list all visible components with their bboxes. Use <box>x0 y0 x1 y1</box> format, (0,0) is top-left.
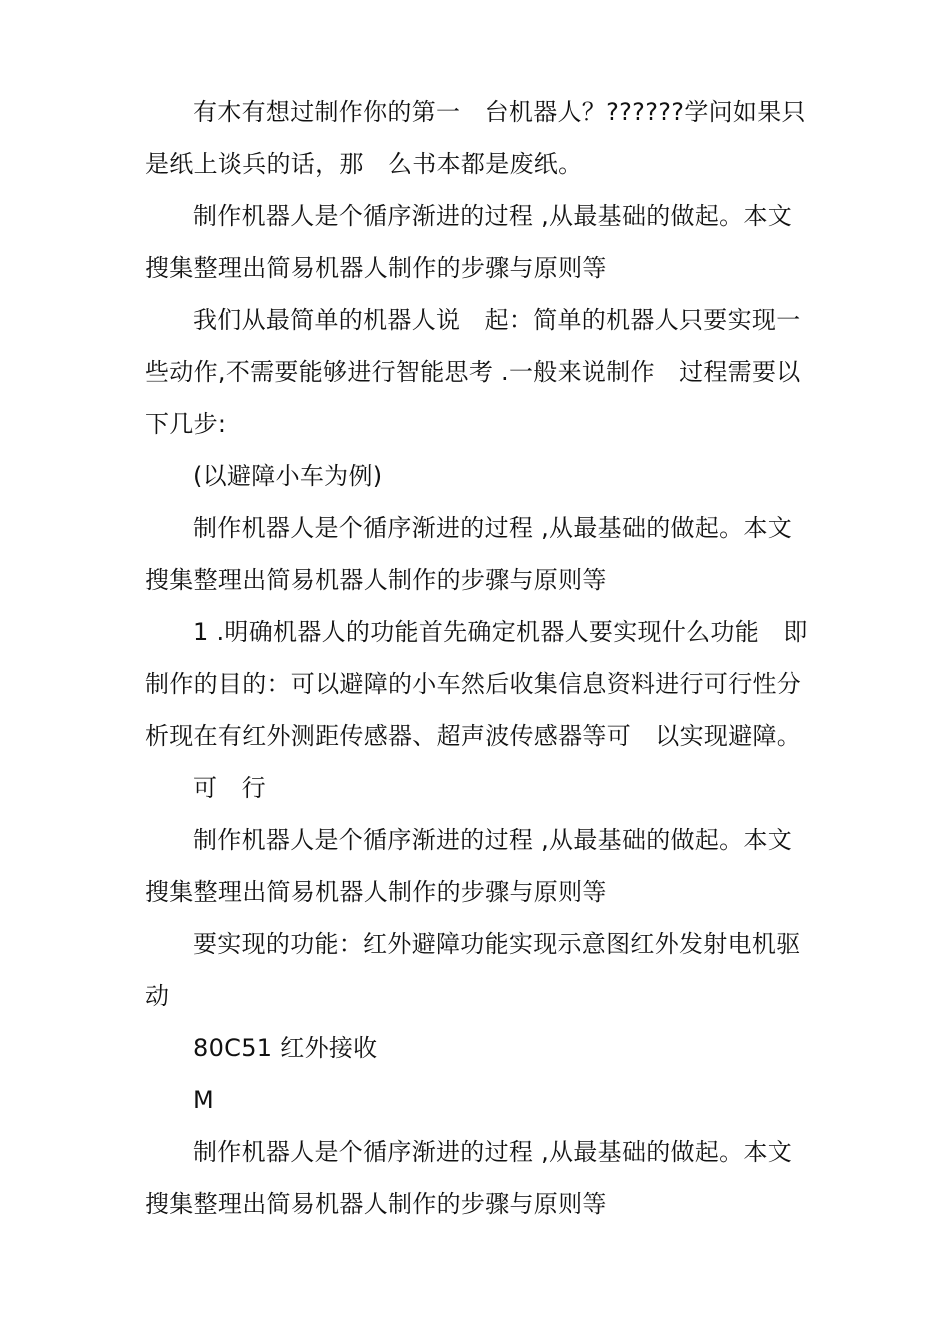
paragraph-simple-robot: 我们从最简单的机器人说 起：简单的机器人只要实现一些动作,不需要能够进行智能思考 .一般来说制作 过程需要以下几步: <box>145 306 801 438</box>
paragraph-step-1: 1 .明确机器人的功能首先确定机器人要实现什么功能 即制作的目的：可以避障的小车然后收集信息资料进行可行性分析现在有红外测距传感器、超声波传感器等可 以实现避障。 <box>145 618 808 750</box>
paragraph-intro: 有木有想过制作你的第一 台机器人？??????学问如果只是纸上谈兵的话，那 么书本都是废纸。 <box>145 98 806 178</box>
paragraph-feasible: 可 行 <box>193 774 266 802</box>
paragraph-repeat-1: 制作机器人是个循序渐进的过程 ,从最基础的做起。本文搜集整理出简易机器人制作的步骤与原则等 <box>145 202 793 282</box>
paragraph-repeat-4: 制作机器人是个循序渐进的过程 ,从最基础的做起。本文搜集整理出简易机器人制作的步骤与原则等 <box>145 1138 793 1218</box>
paragraph-example-note: (以避障小车为例) <box>193 462 383 490</box>
paragraph-repeat-2: 制作机器人是个循序渐进的过程 ,从最基础的做起。本文搜集整理出简易机器人制作的步骤与原则等 <box>145 514 793 594</box>
paragraph-80c51: 80C51 红外接收 <box>193 1034 378 1062</box>
paragraph-repeat-3: 制作机器人是个循序渐进的过程 ,从最基础的做起。本文搜集整理出简易机器人制作的步骤与原则等 <box>145 826 793 906</box>
paragraph-functions: 要实现的功能：红外避障功能实现示意图红外发射电机驱动 <box>145 930 801 1010</box>
document-body <box>145 86 810 1230</box>
paragraph-m: M <box>193 1086 215 1114</box>
